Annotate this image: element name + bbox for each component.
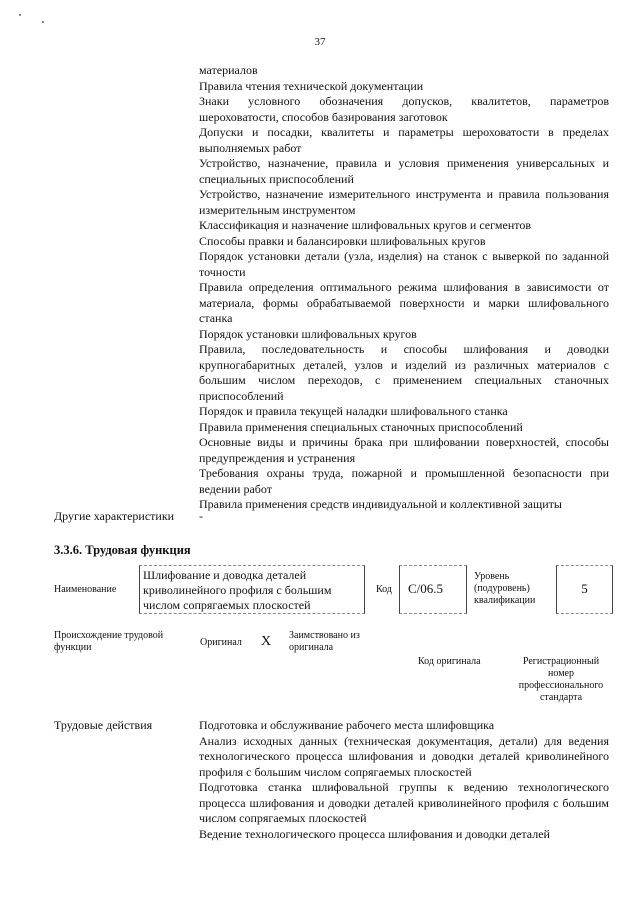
other-characteristics-value: - xyxy=(199,509,203,523)
function-name: Шлифование и доводка деталей криволинейного профиля с большим числом сопрягаемых плоскостей xyxy=(143,568,332,612)
origin-label: Происхождение трудовой функции xyxy=(54,630,164,653)
labor-actions-list xyxy=(199,718,609,842)
knowledge-item: Правила применения средств индивидуальной и коллективной защиты xyxy=(199,497,562,511)
knowledge-item: Правила определения оптимального режима шлифования в зависимости от материала, формы обрабатываемой поверхности и марки шлифовального станка xyxy=(199,280,609,325)
scan-speck xyxy=(19,14,21,16)
labor-action-item: Подготовка станка шлифовальной группы к ведению технологического процесса шлифования и доводки деталей криволинейного профиля с большим числом сопрягаемых плоскостей xyxy=(199,780,609,825)
scan-speck xyxy=(42,21,44,23)
labor-actions-label: Трудовые действия xyxy=(54,718,153,732)
level-label: Уровень (подуровень) квалификации xyxy=(474,571,536,606)
knowledge-item: Правила, последовательность и способы шлифования и доводки крупногабаритных деталей, узлов и изделий из различных материалов с большим числом переходов, с применением специальных станочных приспособлений xyxy=(199,342,609,403)
labor-action-item: Подготовка и обслуживание рабочего места шлифовщика xyxy=(199,718,495,732)
qualification-level-box xyxy=(556,565,613,614)
required-knowledge-list xyxy=(199,63,609,513)
borrowed-label: Заимствовано из оригинала xyxy=(289,630,360,653)
knowledge-item: Основные виды и причины брака при шлифовании поверхностей, способы предупреждения и устранения xyxy=(199,435,609,465)
page-number: 37 xyxy=(314,36,326,48)
knowledge-item: Устройство, назначение измерительного инструмента и правила пользования измерительным инструментом xyxy=(199,187,609,217)
other-characteristics-label: Другие характеристики xyxy=(54,509,175,523)
qualification-level: 5 xyxy=(581,581,588,596)
knowledge-item: Требования охраны труда, пожарной и промышленной безопасности при ведении работ xyxy=(199,466,609,496)
knowledge-item: материалов xyxy=(199,63,258,77)
function-code-box xyxy=(399,565,467,614)
knowledge-item: Порядок установки шлифовальных кругов xyxy=(199,326,417,341)
knowledge-item: Классификация и назначение шлифовальных кругов и сегментов xyxy=(199,218,531,232)
knowledge-item: Правила чтения технической документации xyxy=(199,78,424,93)
function-code: С/06.5 xyxy=(408,581,444,596)
knowledge-item: Способы правки и балансировки шлифовальных кругов xyxy=(199,233,486,248)
labor-action-item: Анализ исходных данных (техническая документация, детали) для ведения технологического процесса шлифования и доводки деталей криволинейного профиля с большим числом сопрягаемых плоскостей xyxy=(199,733,609,779)
labor-action-item: Ведение технологического процесса шлифования и доводки деталей xyxy=(199,826,550,841)
knowledge-item: Знаки условного обозначения допусков, квалитетов, параметров шероховатости, способов базирования заготовок xyxy=(199,94,609,124)
name-label: Наименование xyxy=(54,584,117,595)
knowledge-item: Правила применения специальных станочных приспособлений xyxy=(199,419,523,434)
registration-number-label: Регистрационный номер профессионального стандарта xyxy=(518,656,604,703)
knowledge-item: Порядок установки детали (узла, изделия) на станок с выверкой по заданной точности xyxy=(199,249,609,279)
knowledge-item: Устройство, назначение, правила и условия применения универсальных и специальных приспособлений xyxy=(199,156,609,186)
original-label: Оригинал xyxy=(200,637,242,648)
code-label: Код xyxy=(376,584,392,595)
section-title: 3.3.6. Трудовая функция xyxy=(54,543,191,557)
knowledge-item: Порядок и правила текущей наладки шлифовального станка xyxy=(199,404,508,418)
knowledge-item: Допуски и посадки, квалитеты и параметры шероховатости в пределах выполняемых работ xyxy=(199,125,609,155)
original-mark: X xyxy=(261,634,272,649)
function-name-box xyxy=(139,565,365,614)
code-original-label: Код оригинала xyxy=(418,656,481,667)
